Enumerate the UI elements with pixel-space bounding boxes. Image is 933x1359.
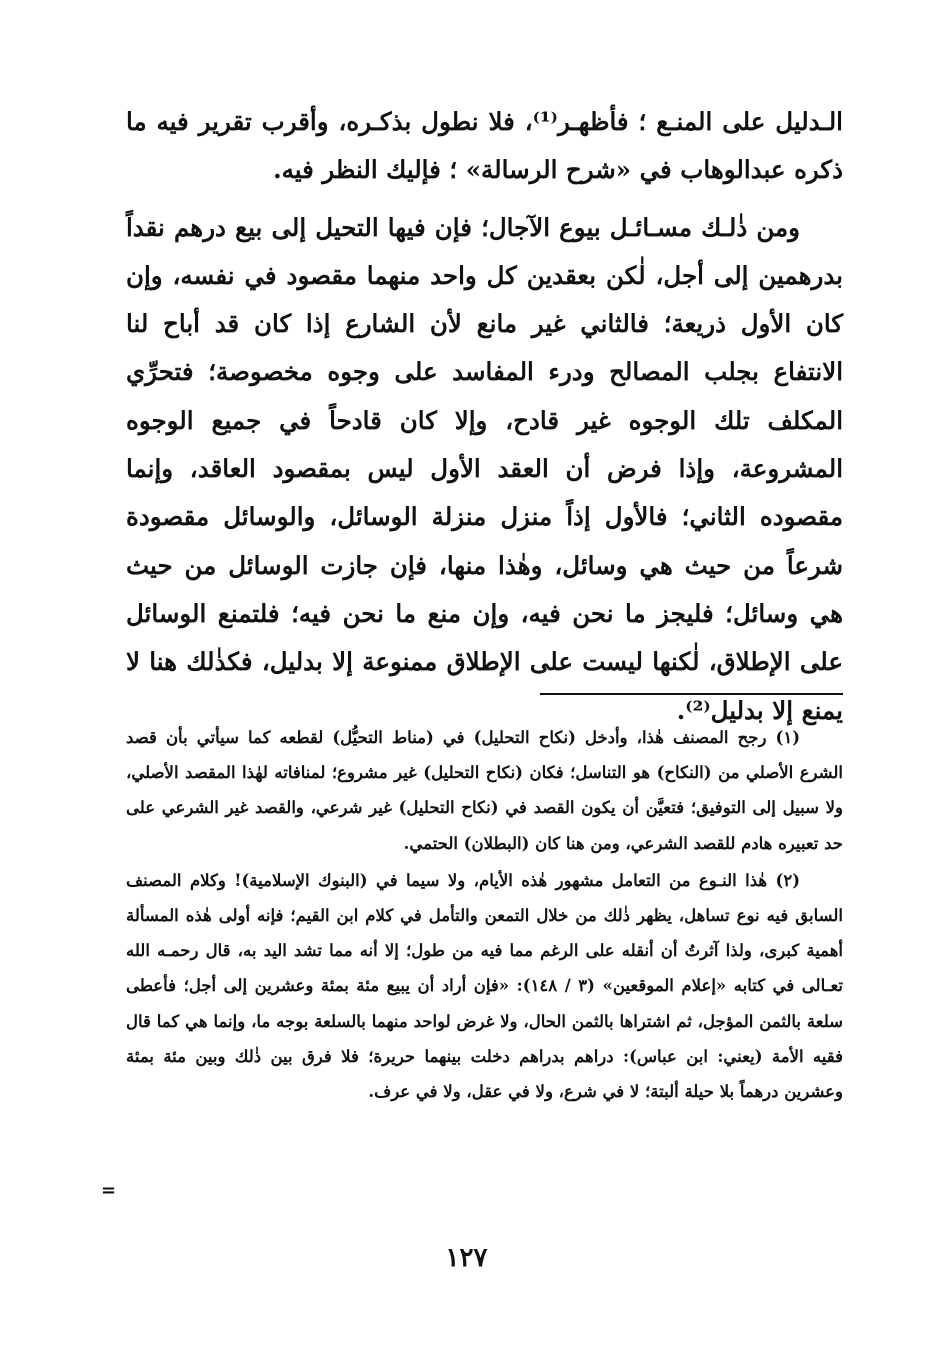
footnote-1: (١) رجح المصنف هٰذا، وأدخل (نكاح التحليل) في (مناط التحيُّل) لقطعه كما سيأتي بأن قصد الشرع الأصلي من (النكاح) هو التناسل؛ فكان (نكاح التحليل) غير مشروع؛ لمنافاته لهٰذا المقصد الأصلي، ولا سبيل إلى التوفيق؛ فتعيَّن أن يكون القصد في (نكاح التحليل) غير شرعي، والقصد غير الشرعي على حد تعبيره هادم للقصد الشرعي، ومن هنا كان (البطلان) الحتمي.: [126, 728, 843, 853]
paragraph-2: ومن ذٰلـك مسـائـل بيوع الآجال؛ فإن فيها التحيل إلى بيع درهم نقداً بدرهمين إلى أجل، لٰكن بعقدين كل واحد منهما مقصود في نفسه، وإن كان الأول ذريعة؛ فالثاني غير مانع لأن الشارع إذا كان قد أباح لنا الانتفاع بجلب المصالح ودرء المفاسد على وجوه مخصوصة؛ فتحرِّي المكلف تلك الوجوه غير قادح، وإلا كان قادحاً في جميع الوجوه المشروعة، وإذا فرض أن العقد الأول ليس بمقصود العاقد، وإنما مقصوده الثاني؛ فالأول إذاً منزل منزلة الوسائل، والوسائل مقصودة شرعاً من حيث هي وسائل، وهٰذا منها، فإن جازت الوسائل من حيث هي وسائل؛ فليجز ما نحن فيه، وإن منع ما نحن فيه؛ فلتمنع الوسائل على الإطلاق، لٰكنها ليست على الإطلاق ممنوعة إلا بدليل، فكذٰلك هنا لا يمنع إلا بدليل⁽²⁾.: [126, 212, 843, 725]
footnote-separator-rule: [540, 693, 843, 695]
footnote-2: (٢) هٰذا النـوع من التعامل مشهور هٰذه الأيام، ولا سيما في (البنوك الإسلامية)! وكلام المصنف السابق فيه نوع تساهل، يظهر ذٰلك من خلال التمعن والتأمل في كلام ابن القيم؛ فإنه أولى هٰذه المسألة أهمية كبرى، ولذا آثرتُ أن أنقله على الرغم مما فيه من طول؛ إلا أنه مما تشد اليد به، قال رحمـه الله تعـالى في كتابه «إعلام الموقعين» (٣ / ١٤٨): «فإن أراد أن يبيع مئة بمئة وعشرين إلى أجل؛ فأعطى سلعة بالثمن المؤجل، ثم اشتراها بالثمن الحال، ولا غرض لواحد منهما بالسلعة بوجه ما، وإنما هي كما قال فقيه الأمة (يعني: ابن عباس): دراهم بدراهم دخلت بينهما حريرة؛ فلا فرق بين ذٰلك وبين مئة بمئة وعشرين درهماً بلا حيلة ألبتة؛ لا في شرع، ولا في عقل، ولا في عرف.: [126, 870, 843, 1102]
footnotes-section: [126, 720, 843, 1109]
main-text-body: [126, 98, 843, 735]
footnote-continuation-mark: =: [101, 1180, 117, 1201]
paragraph-1: الـدليل على المنـع ؛ فأظهـر⁽¹⁾، فلا نطول بذكـره، وأقرب تقرير فيه ما ذكره عبدالوهاب في «شرح الرسالة» ؛ فإليك النظر فيه.: [126, 107, 843, 185]
page-number: ١٢٧: [445, 1243, 488, 1273]
